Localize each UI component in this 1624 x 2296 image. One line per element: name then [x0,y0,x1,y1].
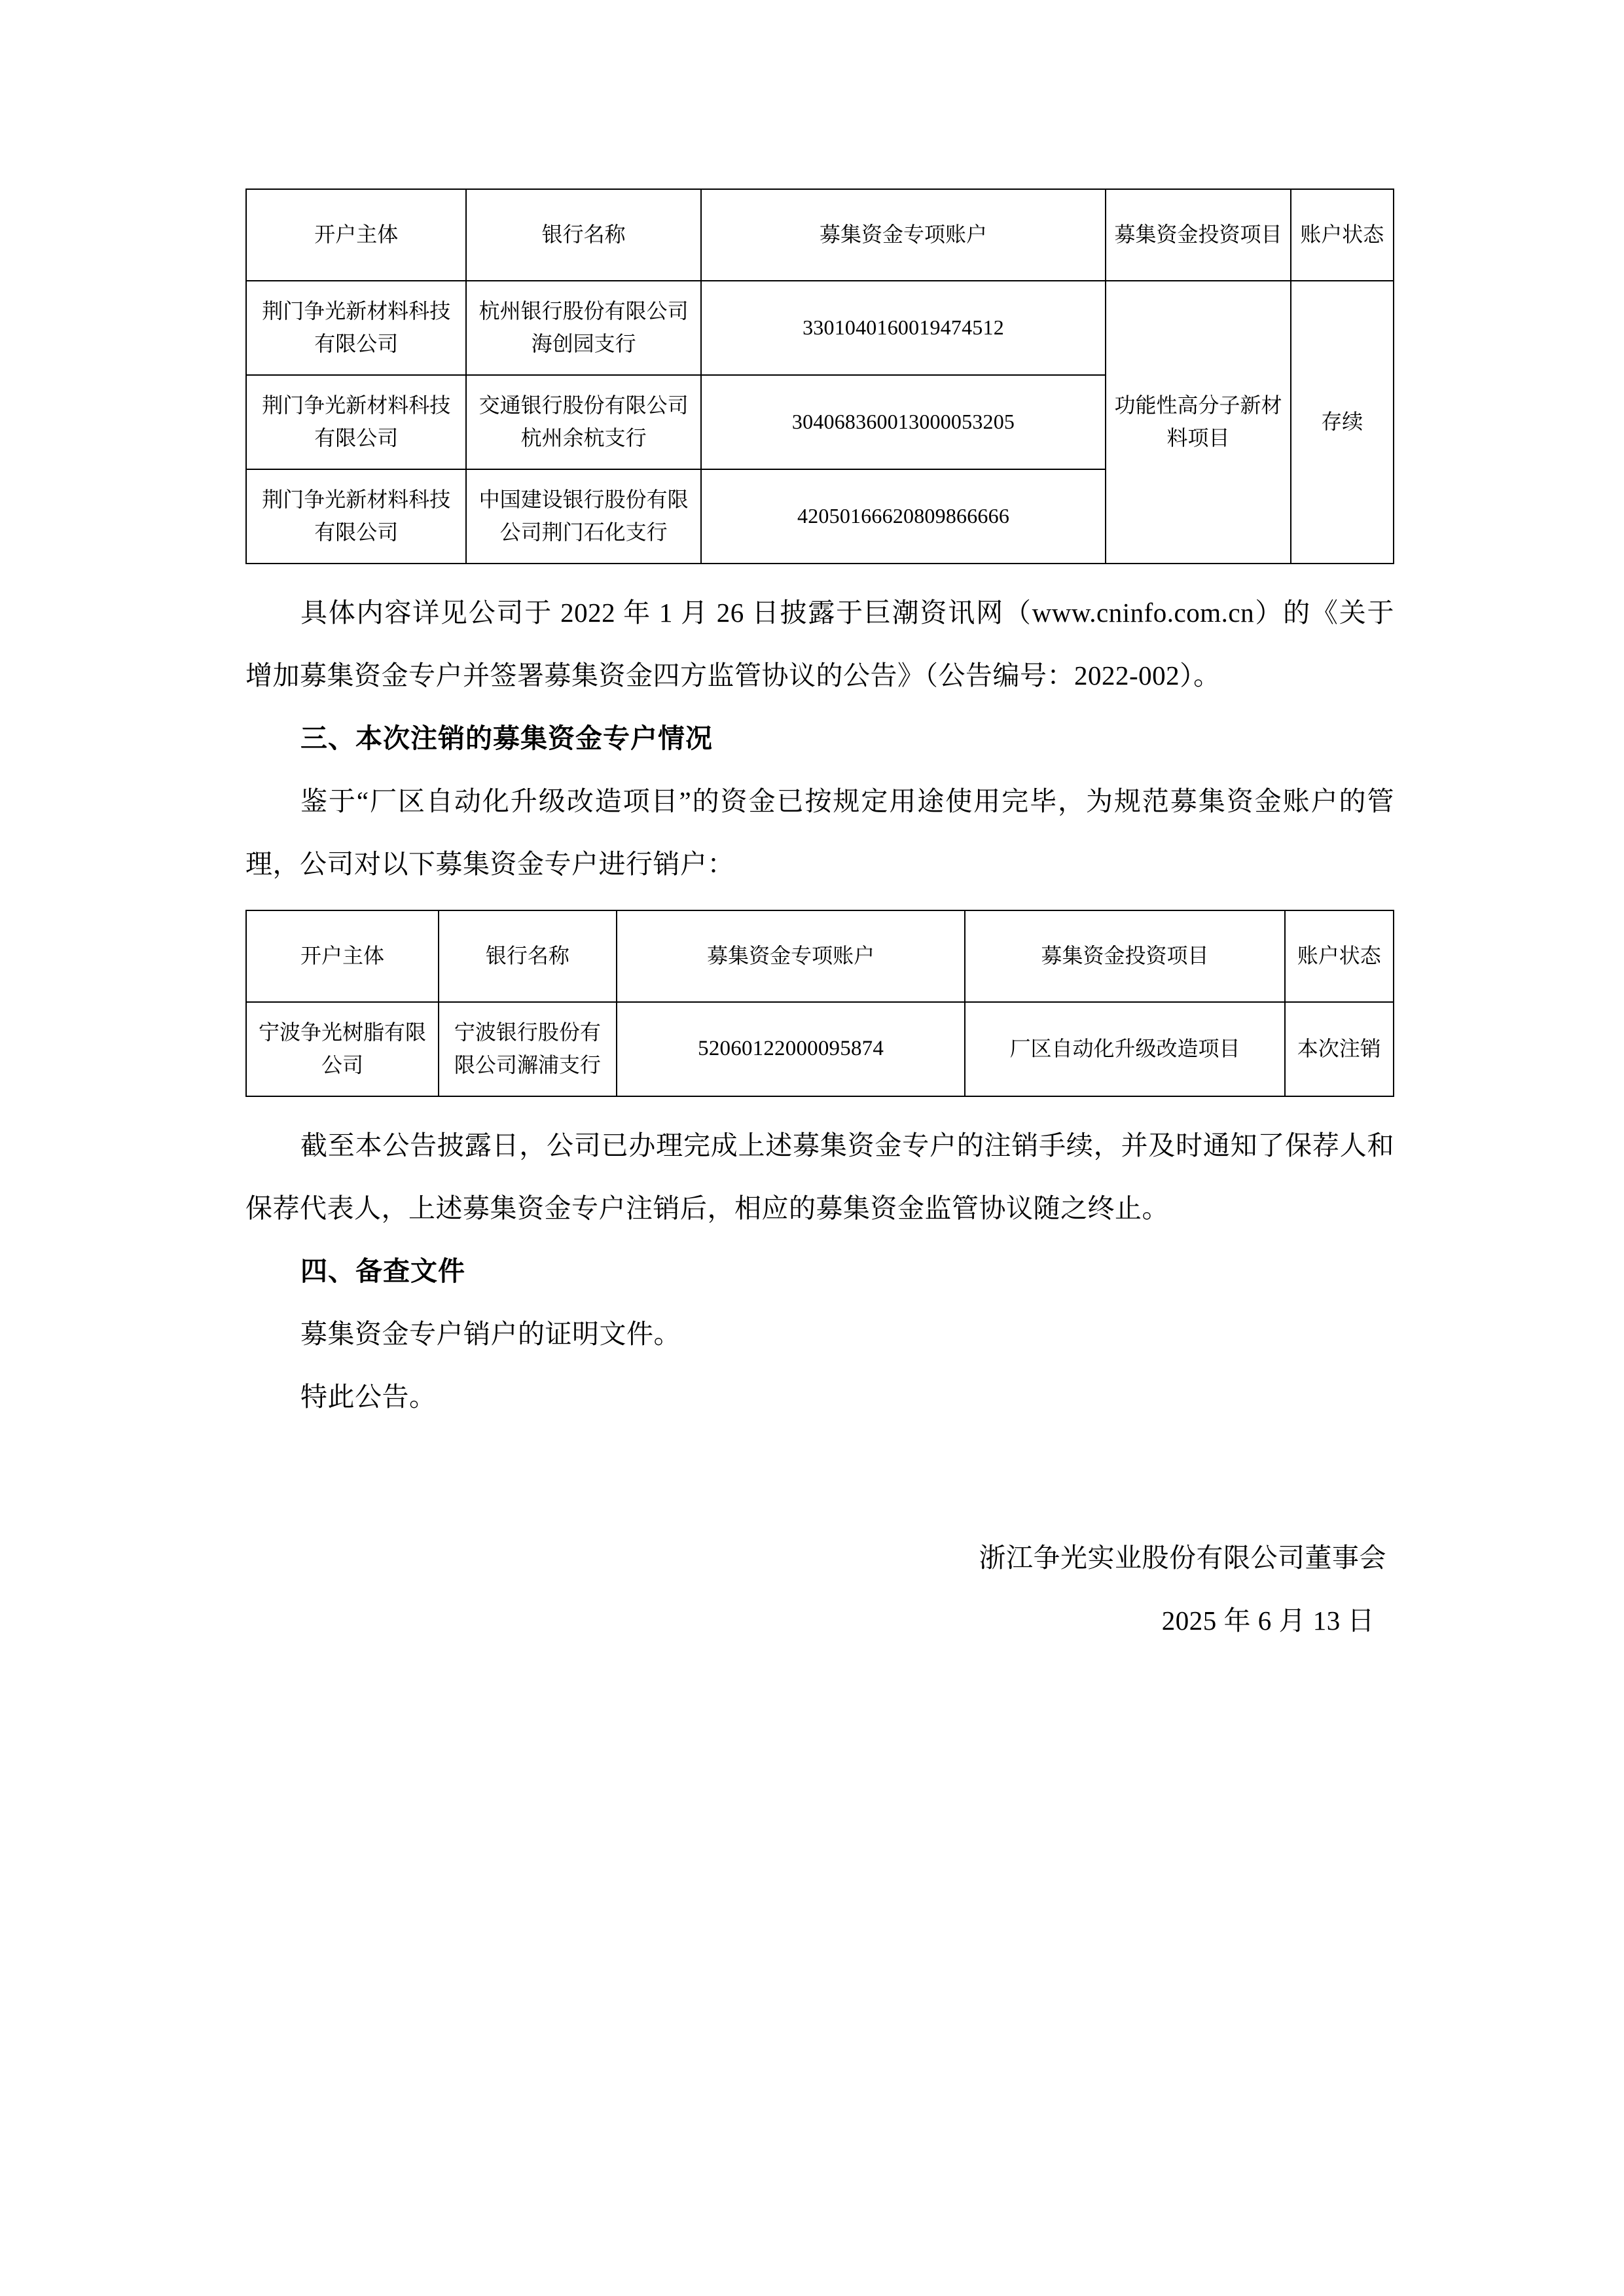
table-header-row [246,910,1394,1002]
table-header-row [246,189,1394,281]
cell-bank: 中国建设银行股份有限公司荆门石化支行 [466,469,700,564]
column-header-status: 账户状态 [1291,189,1394,281]
existing-accounts-table [245,188,1394,564]
section-four-paragraph: 募集资金专户销户的证明文件。 [300,1319,681,1349]
cell-account: 42050166620809866666 [701,469,1106,564]
table-row [246,1002,1394,1096]
cancelled-account-table [245,910,1394,1097]
cell-entity: 宁波争光树脂有限公司 [246,1002,439,1096]
column-header-project: 募集资金投资项目 [1106,189,1290,281]
cell-entity: 荆门争光新材料科技有限公司 [246,375,466,469]
column-header-entity: 开户主体 [246,910,439,1002]
cell-status-merged: 存续 [1291,281,1394,564]
signature-company: 浙江争光实业股份有限公司董事会 [979,1543,1386,1573]
cell-account: 304068360013000053205 [701,375,1106,469]
section-three-heading: 三、本次注销的募集资金专户情况 [300,723,713,753]
cell-project: 厂区自动化升级改造项目 [965,1002,1284,1096]
table-row [246,281,1394,375]
cell-entity: 荆门争光新材料科技有限公司 [246,281,466,375]
spacer [245,564,1394,581]
signature-date: 2025 年 6 月 13 日 [1161,1605,1375,1636]
cell-entity: 荆门争光新材料科技有限公司 [246,469,466,564]
column-header-bank: 银行名称 [466,189,700,281]
section-three-paragraph: 鉴于“厂区自动化升级改造项目”的资金已按规定用途使用完毕，为规范募集资金账户的管理，公司对以下募集资金专户进行销户： [245,786,1394,879]
document-body [245,188,1394,1652]
column-header-bank: 银行名称 [439,910,617,1002]
cell-project-merged: 功能性高分子新材料项目 [1106,281,1290,564]
column-header-status: 账户状态 [1285,910,1394,1002]
cell-status: 本次注销 [1285,1002,1394,1096]
cell-account: 3301040160019474512 [701,281,1106,375]
cell-bank: 杭州银行股份有限公司海创园支行 [466,281,700,375]
signature-block [245,1526,1394,1652]
column-header-entity: 开户主体 [246,189,466,281]
spacer [245,895,1394,910]
column-header-project: 募集资金投资项目 [965,910,1284,1002]
closing-paragraph: 特此公告。 [300,1382,437,1412]
cell-bank: 宁波银行股份有限公司澥浦支行 [439,1002,617,1096]
disclosure-paragraph: 具体内容详见公司于 2022 年 1 月 26 日披露于巨潮资讯网（www.cninfo.com.cn）的《关于增加募集资金专户并签署募集资金四方监管协议的公告》（公告编号：2022-002）。 [245,598,1394,691]
completion-paragraph: 截至本公告披露日，公司已办理完成上述募集资金专户的注销手续，并及时通知了保荐人和保荐代表人，上述募集资金专户注销后，相应的募集资金监管协议随之终止。 [245,1130,1394,1223]
cell-bank: 交通银行股份有限公司杭州余杭支行 [466,375,700,469]
column-header-account: 募集资金专项账户 [617,910,965,1002]
section-four-heading: 四、备查文件 [300,1256,465,1286]
spacer [245,1097,1394,1114]
cell-account: 52060122000095874 [617,1002,965,1096]
column-header-account: 募集资金专项账户 [701,189,1106,281]
